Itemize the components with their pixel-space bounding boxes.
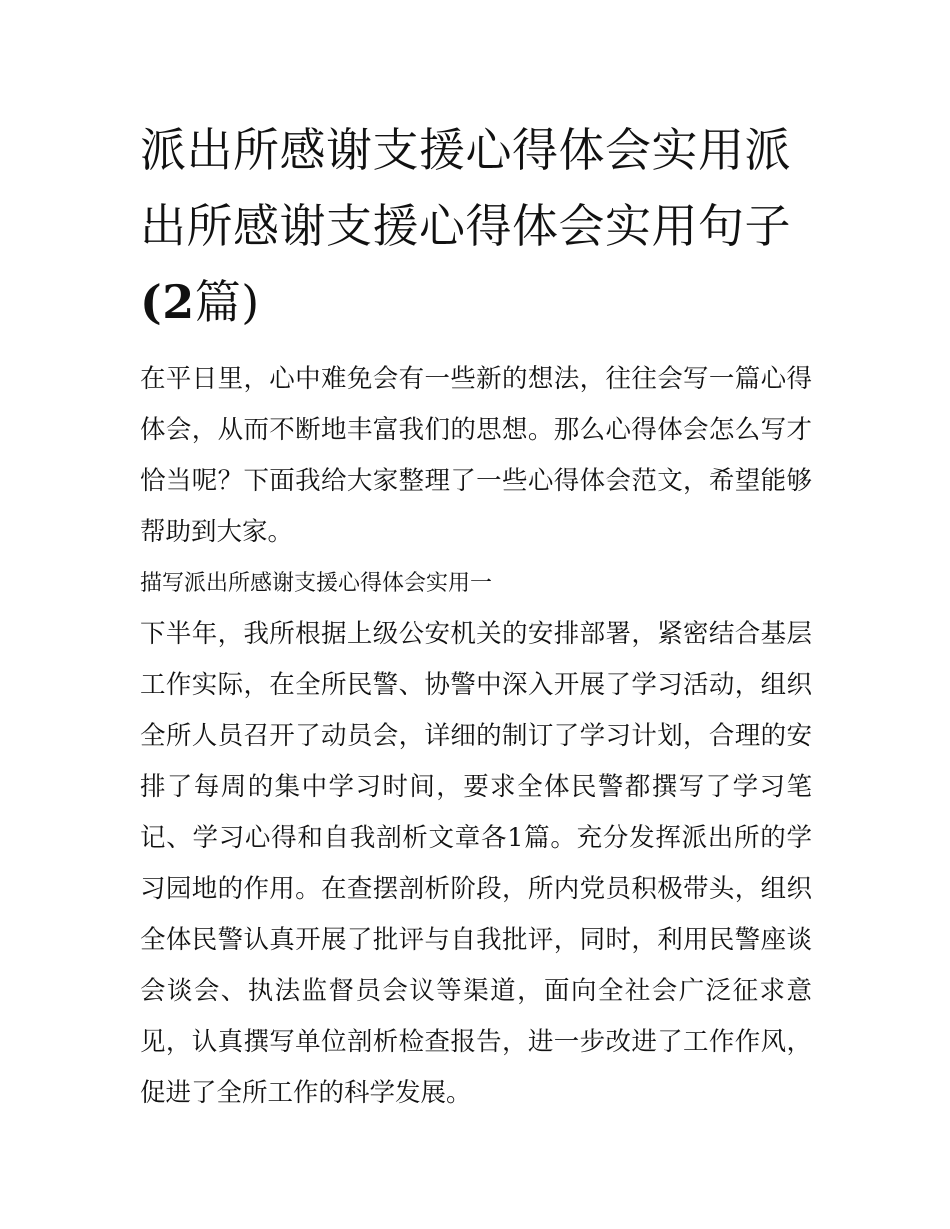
section-heading: 描写派出所感谢支援心得体会实用一 — [140, 571, 493, 596]
title-main-text: 派出所感谢支援心得体会实用派出所感谢支援心得体会实用句子 — [140, 123, 791, 253]
body-paragraph: 下半年，我所根据上级公安机关的安排部署，紧密结合基层工作实际，在全所民警、协警中深入开展了学习活动，组织全所人员召开了动员会，详细的制订了学习计划，合理的安排了每周的集中学习时间，要求全体民警都撰写了学习笔记、学习心得和自我剖析文章各1篇。充分发挥派出所的学习园地的作用。在查摆剖析阶段，所内党员积极带头，组织全体民警认真开展了批评与自我批评，同时，利用民警座谈会谈会、执法监督员会议等渠道，面向全社会广泛征求意见，认真撰写单位剖析检查报告，进一步改进了工作作风，促进了全所工作的科学发展。 — [140, 619, 812, 1108]
document-page — [140, 112, 812, 1119]
document-title — [140, 112, 812, 340]
title-count-text: (2 — [140, 275, 195, 329]
title-unit-text: 篇) — [194, 275, 260, 329]
intro-paragraph: 在平日里，心中难免会有一些新的想法，往往会写一篇心得体会，从而不断地丰富我们的思想。那么心得体会怎么写才恰当呢？下面我给大家整理了一些心得体会范文，希望能够帮助到大家。 — [140, 364, 812, 547]
